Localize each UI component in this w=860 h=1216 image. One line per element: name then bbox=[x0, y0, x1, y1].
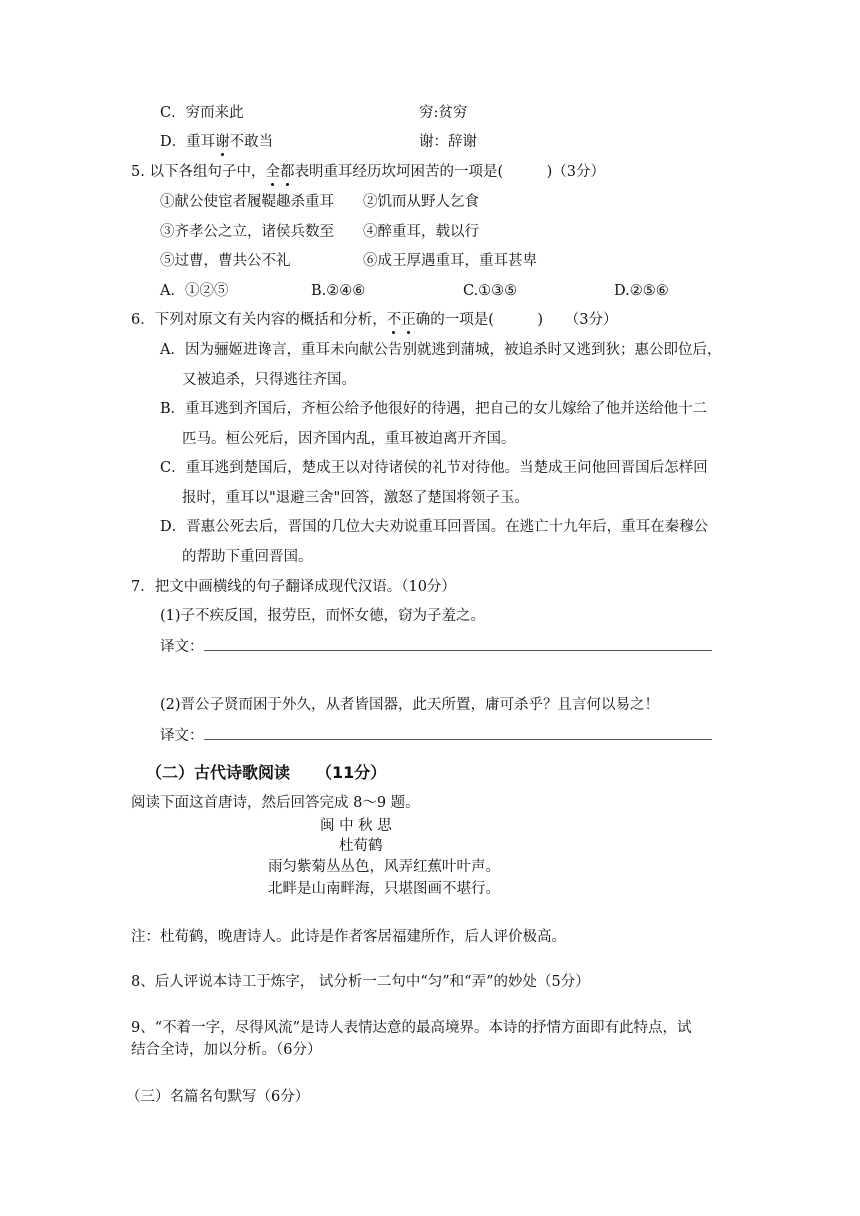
q6-stem-pre: 6．下列对原文有关内容的概括和分析， bbox=[131, 312, 387, 328]
q6-option-d-line1: D．晋惠公死去后，晋国的几位大夫劝说重耳回晋国。在逃亡十九年后，重耳在秦穆公 bbox=[160, 519, 709, 535]
q7-sentence-1: (1)子不疾反国，报劳臣，而怀女德，窃为子羞之。 bbox=[160, 608, 486, 624]
section-title: （二）古代诗歌阅读 bbox=[146, 763, 291, 782]
q5-stem-post: 表明重耳经历坎坷困苦的一项是( )（3分） bbox=[294, 164, 605, 180]
poem-title: 闽 中 秋 思 bbox=[320, 818, 392, 834]
poem-author: 杜荀鹤 bbox=[339, 838, 383, 854]
q5-item-4: ④醉重耳，载以行 bbox=[363, 224, 479, 240]
emphasis-dot-char: 全 bbox=[265, 164, 280, 180]
q7-stem: 7．把文中画横线的句子翻译成现代汉语。（10分） bbox=[131, 579, 456, 595]
q4-option-d-post: 不敢当 bbox=[229, 134, 274, 150]
translation-label: 译文： bbox=[160, 728, 204, 744]
q7-sentence-2: (2)晋公子贤而困于外久，从者皆国器，此天所置，庸可杀乎？且言何以易之！ bbox=[160, 697, 660, 713]
emphasis-dot-char: 正 bbox=[401, 312, 416, 328]
q6-stem bbox=[131, 310, 618, 330]
q5-option-c: C.①③⑤ bbox=[463, 283, 518, 299]
emphasis-dot-char: 谢 bbox=[215, 134, 230, 150]
emphasis-dot-char: 不 bbox=[386, 312, 402, 328]
q5-item-5: ⑤过曹，曹共公不礼 bbox=[160, 253, 291, 269]
q9-stem-line1: 9、“不着一字，尽得风流”是诗人表情达意的最高境界。本诗的抒情方面即有此特点，试 bbox=[131, 1020, 692, 1036]
q5-option-a: A．①②⑤ bbox=[160, 283, 229, 299]
q6-option-c-line1: C．重耳逃到楚国后，楚成王以对待诸侯的礼节对待他。当楚成王问他回晋国后怎样回 bbox=[160, 460, 708, 476]
q4-option-d bbox=[160, 132, 273, 152]
q5-item-1: ①献公使宦者履鞮趣杀重耳 bbox=[160, 194, 334, 210]
q6-option-b-line1: B．重耳逃到齐国后，齐桓公给予他很好的待遇，把自己的女儿嫁给了他并送给他十二 bbox=[160, 401, 708, 417]
q7-translation-1 bbox=[160, 636, 712, 657]
q5-item-6: ⑥成王厚遇重耳，重耳甚卑 bbox=[363, 253, 537, 269]
q4-option-d-pre: D．重耳 bbox=[160, 134, 216, 150]
q7-translation-2 bbox=[160, 725, 712, 746]
q6-option-a-line2: 又被追杀，只得逃往齐国。 bbox=[182, 372, 356, 388]
poem-line-1: 雨匀紫菊丛丛色，风弄红蕉叶叶声。 bbox=[268, 859, 500, 875]
poem-line-2: 北畔是山南畔海，只堪图画不堪行。 bbox=[268, 881, 500, 897]
emphasis-dot-char: 都 bbox=[279, 164, 295, 180]
q4-option-d-gloss: 谢：辞谢 bbox=[419, 134, 477, 150]
poem-note: 注：杜荀鹤，晚唐诗人。此诗是作者客居福建所作，后人评价极高。 bbox=[131, 929, 566, 945]
q5-item-3: ③齐孝公之立，诸侯兵数至 bbox=[160, 224, 334, 240]
q6-option-c-line2: 报时，重耳以"退避三舍"回答，激怒了楚国将领子玉。 bbox=[182, 490, 529, 506]
section-score: （11分） bbox=[316, 763, 387, 782]
section-heading-recitation: （三）名篇名句默写（6分） bbox=[126, 1089, 310, 1105]
q8-stem: 8、后人评说本诗工于炼字， 试分析一二句中“匀”和“弄”的妙处（5分） bbox=[131, 974, 590, 990]
q6-option-d-line2: 的帮助下重回晋国。 bbox=[182, 549, 313, 565]
section-intro: 阅读下面这首唐诗，然后回答完成 8～9 题。 bbox=[131, 795, 420, 811]
section-heading-poetry bbox=[146, 763, 386, 783]
answer-line[interactable] bbox=[204, 636, 712, 651]
translation-label: 译文： bbox=[160, 639, 204, 655]
q4-option-c-gloss: 穷:贫穷 bbox=[419, 105, 468, 121]
q6-option-b-line2: 匹马。桓公死后，因齐国内乱，重耳被迫离开齐国。 bbox=[182, 431, 516, 447]
q6-option-a-line1: A．因为骊姬进谗言，重耳未向献公告别就逃到蒲城，被追杀时又逃到狄；惠公即位后， bbox=[160, 342, 722, 358]
q5-stem-pre: 5. 以下各组句子中， bbox=[131, 164, 266, 180]
q5-stem bbox=[131, 162, 605, 182]
q9-stem-line2: 结合全诗，加以分析。（6分） bbox=[131, 1042, 322, 1058]
q5-item-2: ②饥而从野人乞食 bbox=[363, 194, 479, 210]
answer-line[interactable] bbox=[204, 725, 712, 740]
q6-stem-post: 确的一项是( ) （3分） bbox=[415, 312, 618, 328]
q5-option-d: D.②⑤⑥ bbox=[614, 283, 669, 299]
q5-option-b: B.②④⑥ bbox=[311, 283, 366, 299]
q4-option-c: C．穷而来此 bbox=[160, 105, 244, 121]
